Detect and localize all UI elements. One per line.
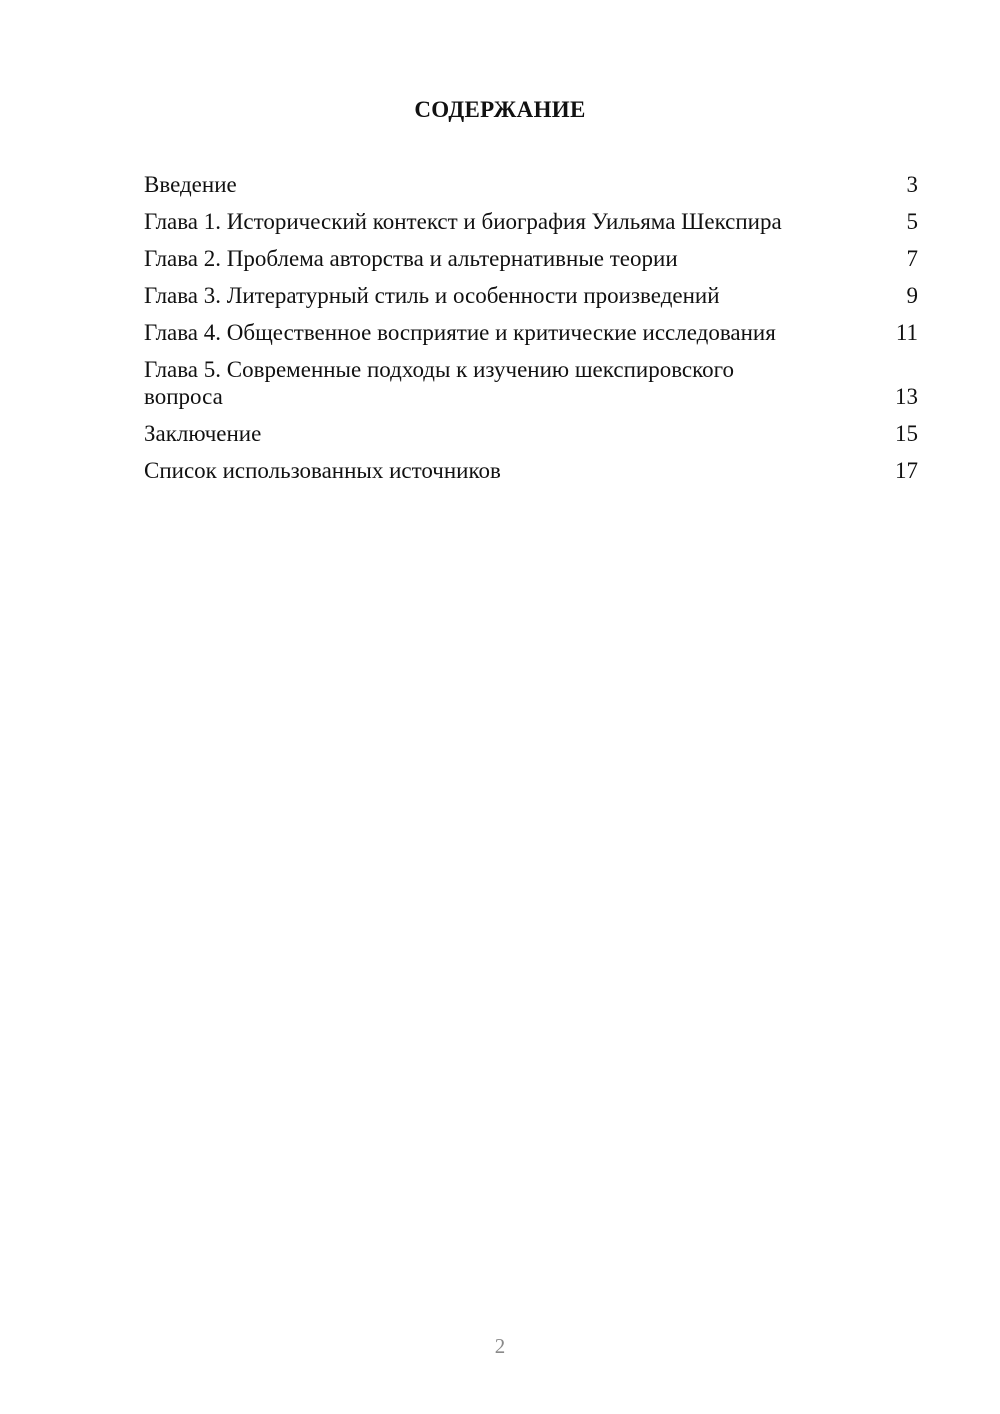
toc-entry-chapter-5 xyxy=(144,356,918,410)
toc-entry-chapter-2 xyxy=(144,245,918,272)
toc-entry-text: Заключение xyxy=(144,421,262,446)
toc-entry-text: Список использованных источников xyxy=(144,458,501,483)
toc-title: СОДЕРЖАНИЕ xyxy=(414,97,586,122)
toc-entry-page: 11 xyxy=(895,320,918,345)
toc-entry-page: 15 xyxy=(895,421,918,446)
toc-entry-references xyxy=(144,457,918,484)
toc-entry-text: Глава 5. Современные подходы к изучению шекспировского вопроса xyxy=(144,357,734,409)
toc-entry-text: Введение xyxy=(144,172,237,197)
toc-entry-page: 9 xyxy=(906,283,918,308)
toc-entry-text: Глава 4. Общественное восприятие и критические исследования xyxy=(144,320,776,345)
toc-entry-text: Глава 3. Литературный стиль и особенности произведений xyxy=(144,283,720,308)
toc-entry-page: 5 xyxy=(906,209,918,234)
toc-entry-text: Глава 1. Исторический контекст и биография Уильяма Шекспира xyxy=(144,209,782,234)
toc-entry-chapter-3 xyxy=(144,282,918,309)
page-number: 2 xyxy=(494,1334,506,1358)
toc-entry-conclusion xyxy=(144,420,918,447)
toc-entry-page: 3 xyxy=(906,172,918,197)
toc-entry-page: 7 xyxy=(906,246,918,271)
toc-entry-text: Глава 2. Проблема авторства и альтернативные теории xyxy=(144,246,678,271)
toc-entry-chapter-1 xyxy=(144,208,918,235)
toc-entry-chapter-4 xyxy=(144,319,918,346)
toc-entry-page: 17 xyxy=(895,458,918,483)
table-of-contents xyxy=(144,171,918,494)
toc-entry-page: 13 xyxy=(895,384,918,409)
toc-entry-introduction xyxy=(144,171,918,198)
